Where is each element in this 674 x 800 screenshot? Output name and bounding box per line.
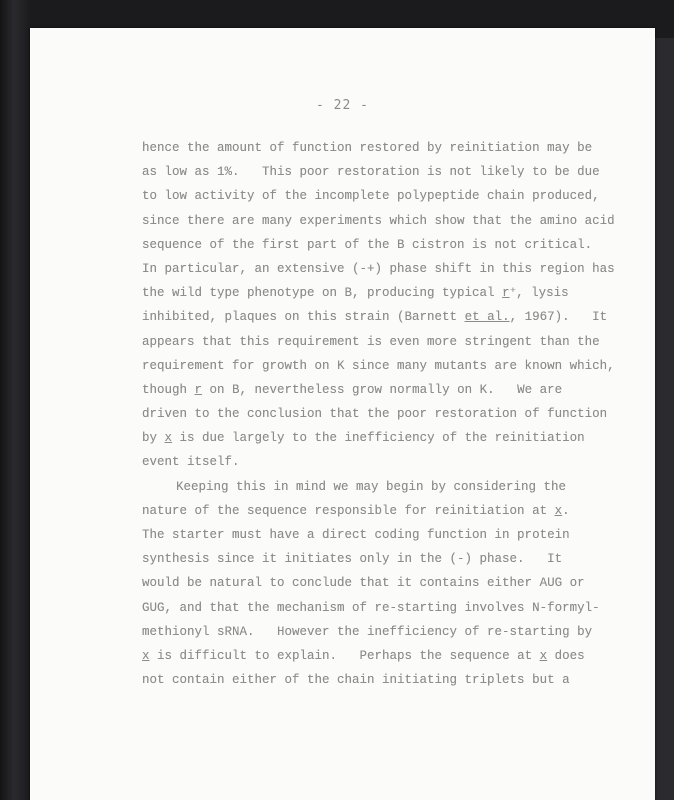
text-run: would be natural to conclude that it contains either AUG or [142, 576, 585, 591]
text-line [142, 354, 615, 378]
text-run: not contain either of the chain initiating triplets but a [142, 673, 570, 688]
text-run: appears that this requirement is even more stringent than the [142, 334, 600, 349]
text-run: Keeping this in mind we may begin by considering the [176, 479, 567, 494]
text-run: methionyl sRNA. However the inefficiency of re-starting by [142, 624, 593, 639]
text-line [142, 402, 612, 426]
text-line [142, 209, 615, 233]
text-run: sequence of the first part of the B cistron is not critical. [142, 237, 593, 252]
paragraph-1 [142, 136, 615, 475]
text-line [142, 571, 612, 595]
text-run: by [142, 431, 165, 446]
underlined-text: r [194, 382, 203, 397]
text-line [142, 136, 612, 160]
text-run: since there are many experiments which show that the amino acid [142, 213, 615, 228]
text-line [142, 475, 612, 499]
text-run: is difficult to explain. Perhaps the sequence at [149, 648, 540, 663]
text-run: to low activity of the incomplete polypeptide chain produced, [142, 189, 600, 204]
underlined-text: et al. [464, 310, 510, 325]
underlined-text: x [554, 503, 563, 518]
underlined-text: x [142, 648, 150, 663]
text-run: , 1967). It [509, 310, 608, 325]
underlined-text: x [539, 648, 548, 663]
text-run: is due largely to the inefficiency of the reinitiation [172, 431, 585, 446]
document-page [30, 28, 655, 800]
paragraph-2 [142, 475, 612, 693]
page-number: - 22 - [316, 98, 369, 113]
text-line [142, 644, 612, 668]
text-line [142, 450, 612, 474]
text-run: ⁺, lysis [509, 286, 569, 301]
underlined-text: x [164, 431, 173, 446]
text-run: as low as 1%. This poor restoration is not likely to be due [142, 165, 600, 180]
text-line [142, 257, 615, 281]
text-line [142, 596, 612, 620]
text-line [142, 233, 612, 257]
text-line [142, 378, 612, 402]
text-run: event itself. [142, 455, 240, 470]
text-run: inhibited, plaques on this strain (Barnett [142, 310, 465, 325]
text-line [142, 184, 612, 208]
text-line [142, 305, 612, 329]
text-run: The starter must have a direct coding function in protein [142, 528, 570, 542]
text-line [142, 499, 612, 523]
text-line [142, 330, 612, 354]
text-line [142, 668, 612, 692]
text-run: synthesis since it initiates only in the (-) phase. It [142, 552, 563, 567]
text-line [142, 426, 612, 450]
text-run: In particular, an extensive (-+) phase shift in this region has [142, 261, 615, 276]
text-run: driven to the conclusion that the poor restoration of function [142, 407, 608, 422]
text-line [142, 160, 612, 184]
text-run: hence the amount of function restored by reinitiation may be [142, 141, 593, 155]
text-line [142, 547, 612, 571]
underlined-text: r [502, 286, 510, 301]
text-run: does [547, 648, 585, 663]
body-text [142, 136, 615, 692]
text-line [142, 281, 612, 305]
text-line [142, 523, 612, 547]
text-run: the wild type phenotype on B, producing typical [142, 286, 503, 301]
text-run: though [142, 382, 195, 397]
text-run: . [562, 503, 570, 518]
text-run: GUG, and that the mechanism of re-starting involves N-formyl- [142, 600, 600, 615]
text-run: on B, nevertheless grow normally on K. We are [202, 382, 563, 397]
text-line [142, 620, 612, 644]
text-run: requirement for growth on K since many mutants are known which, [142, 358, 615, 373]
text-run: nature of the sequence responsible for reinitiation at [142, 503, 555, 518]
